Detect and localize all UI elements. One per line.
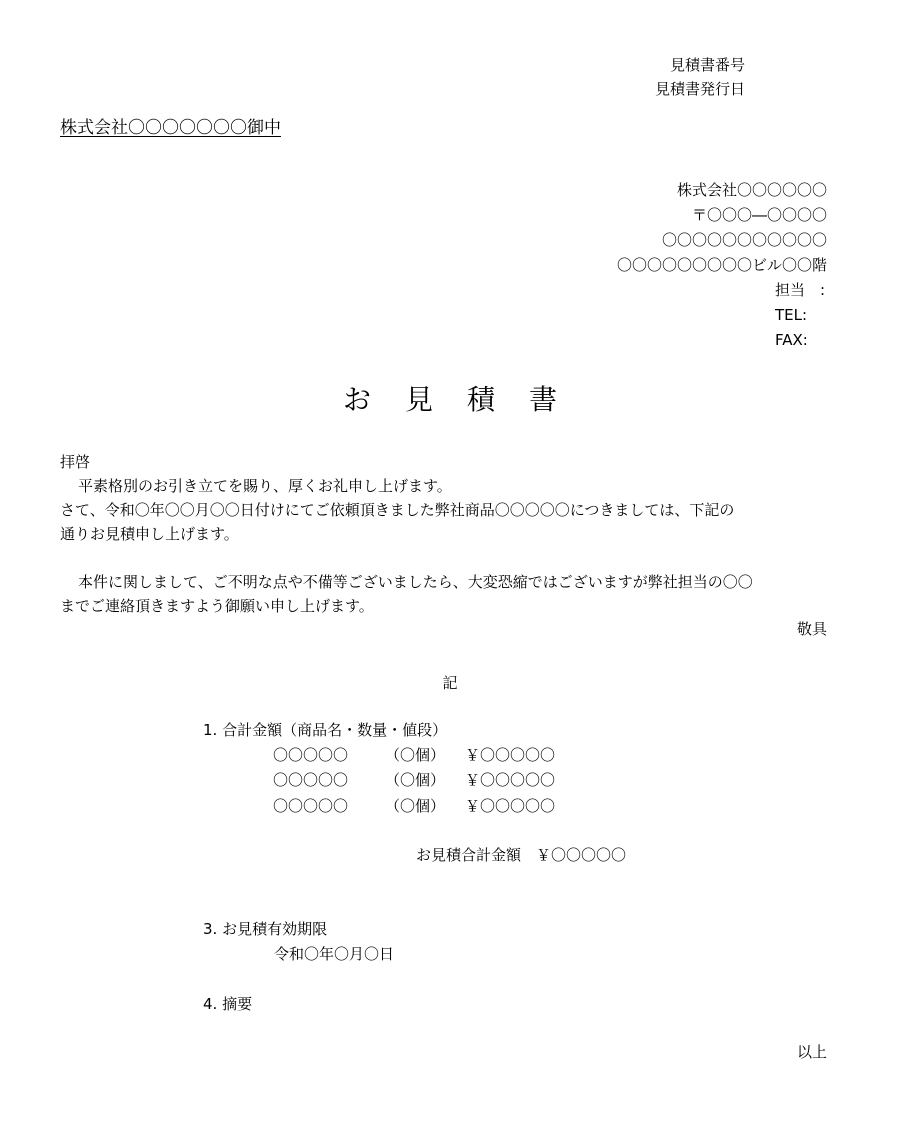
body-line: 通りお見積申し上げます。 (60, 525, 239, 543)
sender-address-1: 〇〇〇〇〇〇〇〇〇〇〇 (661, 231, 827, 249)
sender-postal: 〒〇〇〇―〇〇〇〇 (691, 206, 827, 224)
item-name: 〇〇〇〇〇 (273, 797, 349, 815)
body-line: 本件に関しまして、ご不明な点や不備等ございましたら、大変恐縮ではございますが弊社担当の〇〇 (78, 573, 753, 591)
body-line: さて、令和〇年〇〇月〇〇日付けにてご依頼頂きました弊社商品〇〇〇〇〇につきましては、下記の (60, 501, 735, 519)
validity-date: 令和〇年〇月〇日 (274, 945, 395, 963)
issue-date-label: 見積書発行日 (654, 80, 745, 98)
item-name: 〇〇〇〇〇 (273, 746, 349, 764)
sender-person-row (480, 278, 827, 303)
item-row (273, 771, 555, 789)
recipient-name: 株式会社〇〇〇〇〇〇〇御中 (60, 118, 281, 138)
body-line: 平素格別のお引き立てを賜り、厚くお礼申し上げます。 (78, 477, 452, 495)
item-price: ￥〇〇〇〇〇 (465, 797, 556, 815)
item-qty: （〇個） (385, 797, 446, 815)
sender-tel-row (480, 303, 827, 328)
person-label: 担当 : (775, 281, 826, 299)
sender-address-2: 〇〇〇〇〇〇〇〇〇ビル〇〇階 (616, 256, 827, 274)
sender-block (480, 178, 827, 353)
closing-word: 敬具 (796, 620, 827, 638)
tel-label: TEL: (775, 306, 808, 324)
quote-number-label: 見積書番号 (669, 56, 745, 74)
item-row (273, 797, 555, 815)
opening-greeting: 拝啓 (60, 453, 91, 471)
item-qty: （〇個） (385, 771, 446, 789)
document-title: お見積書 (342, 383, 591, 416)
ending-word: 以上 (796, 1043, 827, 1061)
item-name: 〇〇〇〇〇 (273, 771, 349, 789)
item-row (273, 746, 555, 764)
sender-company: 株式会社〇〇〇〇〇〇 (676, 181, 827, 199)
item-price: ￥〇〇〇〇〇 (465, 746, 556, 764)
item-qty: （〇個） (385, 746, 446, 764)
body-line: までご連絡頂きますよう御願い申し上げます。 (60, 597, 374, 615)
quote-total: お見積合計金額 ￥〇〇〇〇〇 (416, 846, 627, 864)
section-3-heading: 3. お見積有効期限 (203, 920, 328, 938)
ki-heading: 記 (442, 674, 458, 692)
section-4-heading: 4. 摘要 (203, 995, 253, 1013)
letter-body (60, 450, 830, 618)
section-1-heading: 1. 合計金額（商品名・数量・値段） (203, 721, 448, 739)
fax-label: FAX: (775, 331, 808, 349)
sender-fax-row (480, 328, 827, 353)
item-price: ￥〇〇〇〇〇 (465, 771, 556, 789)
